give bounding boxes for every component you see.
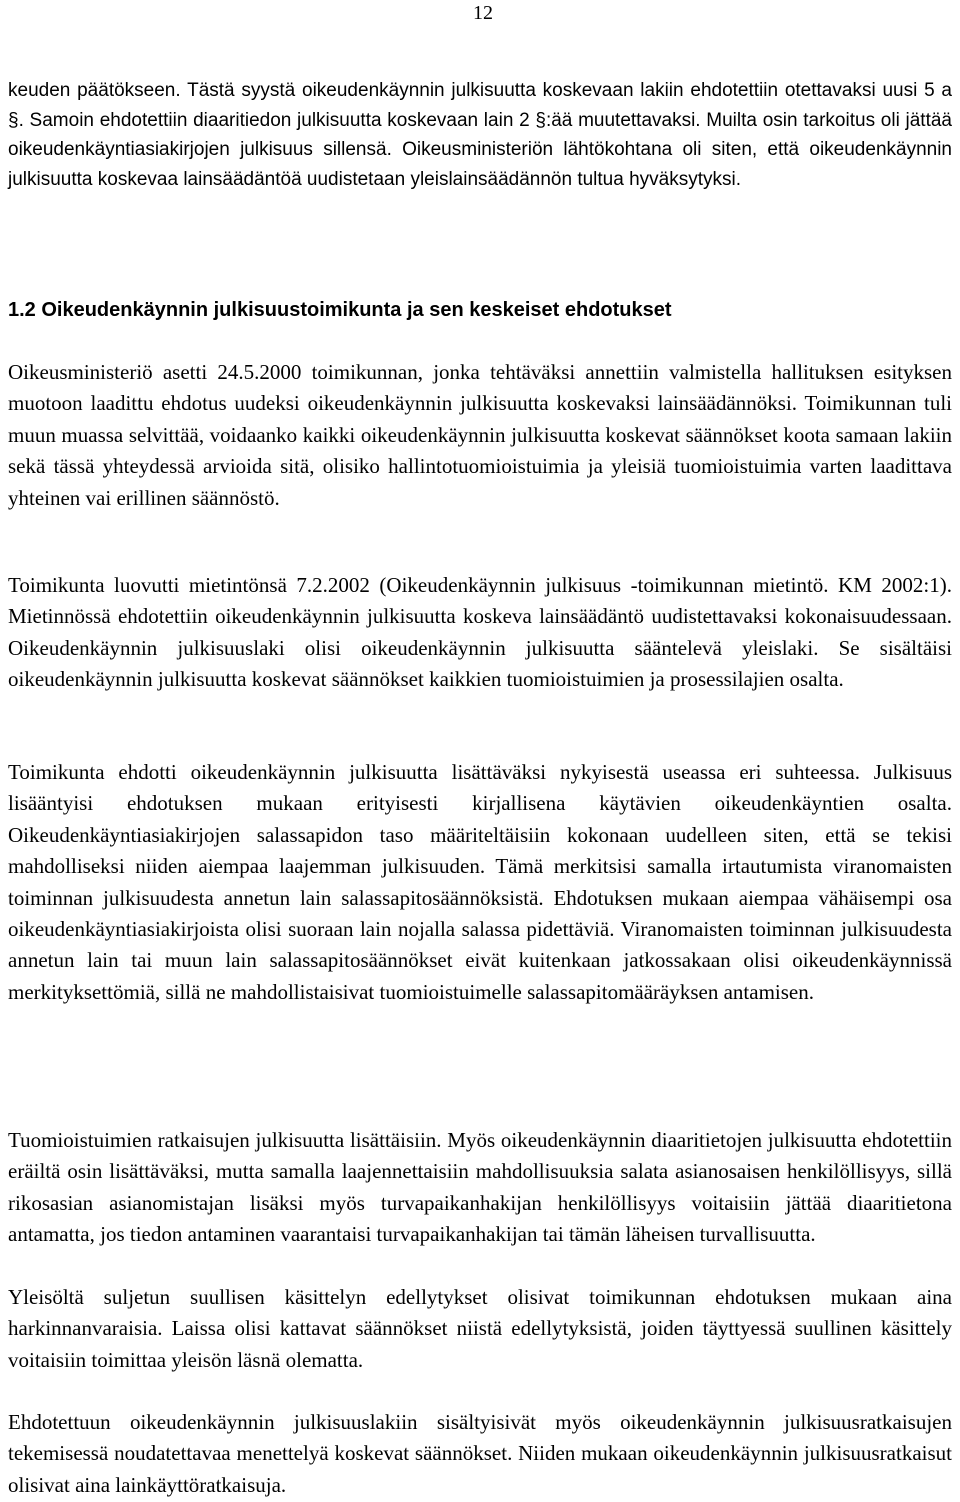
paragraph-commission-appointment: Oikeusministeriö asetti 24.5.2000 toimikunnan, jonka tehtäväksi annettiin valmistella hallituksen esityksen muotoon laadittu ehdotus uudeksi oikeudenkäynnin julkisuutta koskevaksi lainsäädännöksi. Toimikunnan tuli muun muassa selvittää, voidaanko kaikki oikeudenkäynnin julkisuutta koskevat säännökset koota samaan lakiin sekä tässä yhteydessä arvioida sitä, olisiko hallintotuomioistuimia ja yleisiä tuomioistuimia varten laadittava yhteinen vai erillinen säännöstö. xyxy=(8,360,952,510)
section-heading: 1.2 Oikeudenkäynnin julkisuustoimikunta ja sen keskeiset ehdotukset xyxy=(8,299,672,321)
intro-paragraph: keuden päätökseen. Tästä syystä oikeudenkäynnin julkisuutta koskevaan lakiin ehdotettiin otettavaksi uusi 5 a §. Samoin ehdotettiin diaaritiedon julkisuutta koskevaan lain 2 §:ää muutettavaksi. Muilta osin tarkoitus oli jättää oikeudenkäyntiasiakirjojen julkisuus sillensä. Oikeusministeriön lähtökohtana oli siten, että oikeudenkäynnin julkisuutta koskevaa lainsäädäntöä uudistetaan yleislainsäädännön tultua hyväksytyksi. xyxy=(8,80,952,190)
paragraph-court-decisions: Tuomioistuimien ratkaisujen julkisuutta lisättäisiin. Myös oikeudenkäynnin diaaritietojen julkisuutta ehdotettiin eräiltä osin lisättäväksi, mutta samalla laajennettaisiin mahdollisuuksia salata asianosaisen henkilöllisyys, sillä rikosasian asianomistajan lisäksi myös turvapaikanhakijan henkilöllisyys voitaisiin jättää diaaritietona antamatta, jos tiedon antaminen vaarantaisi turvapaikanhakijan tai tämän läheisen turvallisuutta. xyxy=(8,1128,952,1247)
paragraph-report-delivery: Toimikunta luovutti mietintönsä 7.2.2002 (Oikeudenkäynnin julkisuus -toimikunnan mietintö. KM 2002:1). Mietinnössä ehdotettiin oikeudenkäynnin julkisuutta koskeva lainsäädäntö uudistettavaksi kokonaisuudessaan. Oikeudenkäynnin julkisuuslaki olisi oikeudenkäynnin julkisuutta sääntelevä yleislaki. Se sisältäisi oikeudenkäynnin julkisuutta koskevat säännökset kaikkien tuomioistuimien ja prosessilajien osalta. xyxy=(8,573,952,692)
paragraph-publicity-increase: Toimikunta ehdotti oikeudenkäynnin julkisuutta lisättäväksi nykyisestä useassa eri suhteessa. Julkisuus lisääntyisi ehdotuksen mukaan erityisesti kirjallisena käytävien oikeudenkäyntien osalta. Oikeudenkäyntiasiakirjojen salassapidon taso määriteltäisiin kokonaan uudelleen siten, että se tekisi mahdolliseksi niiden aiempaa laajemman julkisuuden. Tämä merkitsisi samalla irtautumista viranomaisten toiminnan julkisuudesta annetun lain salassapitosäännöksistä. Ehdotuksen mukaan aiempaa vähäisempi osa oikeudenkäyntiasiakirjoista olisi suoraan lain nojalla salassa pidettäviä. Viranomaisten toiminnan julkisuudesta annetun lain tai muun lain salassapitosäännökset eivät kuitenkaan jatkossakaan olisi oikeudenkäynnissä merkityksettömiä, sillä ne mahdollistaisivat tuomioistuimelle salassapitomääräyksen antamisen. xyxy=(8,760,952,1004)
page-number: 12 xyxy=(473,2,493,24)
paragraph-closed-hearing: Yleisöltä suljetun suullisen käsittelyn edellytykset olisivat toimikunnan ehdotuksen mukaan aina harkinnanvaraisia. Laissa olisi kattavat säännökset niistä edellytyksistä, joiden täyttyessä suullinen käsittely voitaisiin toimittaa yleisön läsnä olematta. xyxy=(8,1285,952,1372)
paragraph-procedure: Ehdotettuun oikeudenkäynnin julkisuuslakiin sisältyisivät myös oikeudenkäynnin julkisuusratkaisujen tekemisessä noudatettavaa menettelyä koskevat säännökset. Niiden mukaan oikeudenkäynnin julkisuusratkaisut olisivat aina lainkäyttöratkaisuja. xyxy=(8,1410,952,1497)
